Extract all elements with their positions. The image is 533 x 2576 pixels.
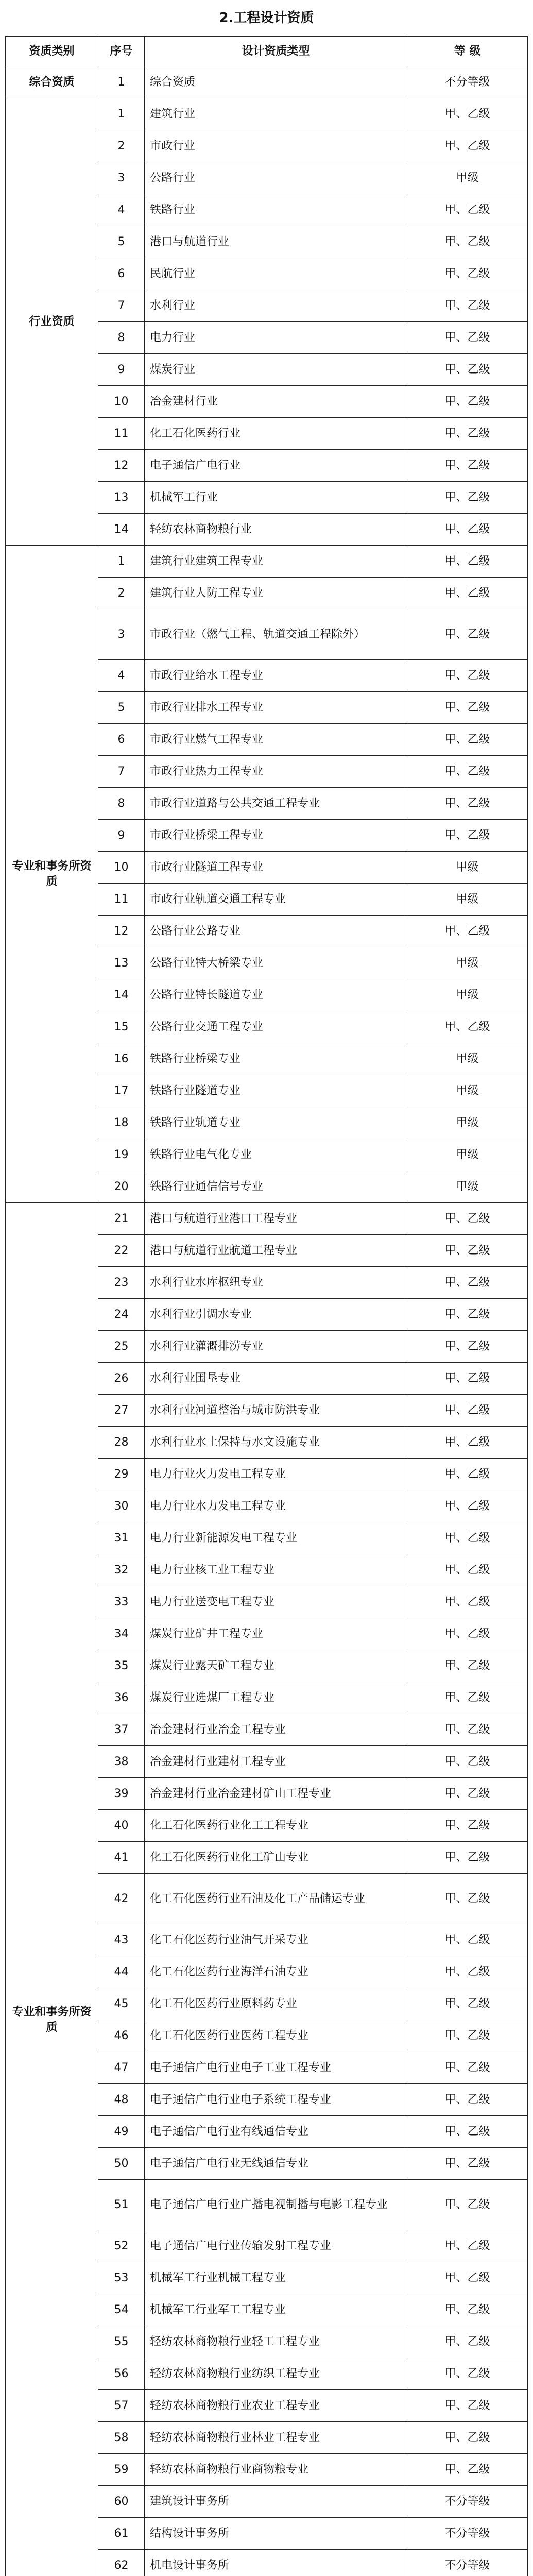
grade-cell: 甲、乙级 (407, 482, 528, 514)
type-cell: 水利行业引调水专业 (145, 1299, 407, 1331)
seq-cell: 43 (98, 1924, 145, 1956)
seq-cell: 31 (98, 1522, 145, 1554)
type-cell: 公路行业公路专业 (145, 916, 407, 947)
seq-cell: 6 (98, 724, 145, 756)
type-cell: 港口与航道行业 (145, 226, 407, 258)
seq-cell: 51 (98, 2180, 145, 2230)
grade-cell: 甲、乙级 (407, 1778, 528, 1810)
seq-cell: 57 (98, 2390, 145, 2422)
type-cell: 轻纺农林商物粮行业农业工程专业 (145, 2390, 407, 2422)
seq-cell: 3 (98, 162, 145, 194)
seq-cell: 4 (98, 660, 145, 692)
type-cell: 铁路行业桥梁专业 (145, 1043, 407, 1075)
header-grade: 等 级 (407, 37, 528, 66)
seq-cell: 10 (98, 386, 145, 418)
type-cell: 铁路行业轨道专业 (145, 1107, 407, 1139)
grade-cell: 甲、乙级 (407, 1714, 528, 1746)
type-cell: 公路行业特长隧道专业 (145, 979, 407, 1011)
grade-cell: 甲、乙级 (407, 514, 528, 546)
grade-cell: 甲、乙级 (407, 2148, 528, 2180)
seq-cell: 49 (98, 2116, 145, 2148)
grade-cell: 甲、乙级 (407, 258, 528, 290)
seq-cell: 2 (98, 578, 145, 609)
grade-cell: 甲、乙级 (407, 1331, 528, 1363)
seq-cell: 59 (98, 2454, 145, 2486)
seq-cell: 46 (98, 2020, 145, 2052)
type-cell: 电力行业新能源发电工程专业 (145, 1522, 407, 1554)
grade-cell: 甲、乙级 (407, 1682, 528, 1714)
header-type: 设计资质类型 (145, 37, 407, 66)
grade-cell: 甲、乙级 (407, 756, 528, 788)
grade-cell: 不分等级 (407, 2550, 528, 2576)
grade-cell: 甲、乙级 (407, 1427, 528, 1459)
type-cell: 电力行业核工业工程专业 (145, 1554, 407, 1586)
seq-cell: 25 (98, 1331, 145, 1363)
seq-cell: 35 (98, 1650, 145, 1682)
grade-cell: 甲、乙级 (407, 2326, 528, 2358)
grade-cell: 甲、乙级 (407, 2180, 528, 2230)
grade-cell: 甲、乙级 (407, 2230, 528, 2262)
grade-cell: 甲、乙级 (407, 1011, 528, 1043)
type-cell: 建筑行业 (145, 98, 407, 130)
grade-cell: 甲、乙级 (407, 1746, 528, 1778)
seq-cell: 24 (98, 1299, 145, 1331)
seq-cell: 6 (98, 258, 145, 290)
table-header-row (6, 37, 528, 66)
grade-cell: 甲、乙级 (407, 1490, 528, 1522)
seq-cell: 20 (98, 1171, 145, 1203)
type-cell: 电子通信广电行业广播电视制播与电影工程专业 (145, 2180, 407, 2230)
type-cell: 化工石化医药行业原料药专业 (145, 1988, 407, 2020)
seq-cell: 4 (98, 194, 145, 226)
grade-cell: 不分等级 (407, 2518, 528, 2550)
grade-cell: 甲级 (407, 1107, 528, 1139)
grade-cell: 甲、乙级 (407, 916, 528, 947)
type-cell: 民航行业 (145, 258, 407, 290)
type-cell: 煤炭行业露天矿工程专业 (145, 1650, 407, 1682)
seq-cell: 53 (98, 2262, 145, 2294)
type-cell: 化工石化医药行业化工矿山专业 (145, 1842, 407, 1874)
category-cell: 专业和事务所资质 (6, 1203, 98, 2576)
type-cell: 公路行业 (145, 162, 407, 194)
seq-cell: 1 (98, 66, 145, 98)
grade-cell: 不分等级 (407, 2486, 528, 2518)
type-cell: 港口与航道行业港口工程专业 (145, 1203, 407, 1235)
seq-cell: 36 (98, 1682, 145, 1714)
type-cell: 电力行业 (145, 322, 407, 354)
seq-cell: 60 (98, 2486, 145, 2518)
type-cell: 市政行业轨道交通工程专业 (145, 884, 407, 916)
seq-cell: 30 (98, 1490, 145, 1522)
type-cell: 化工石化医药行业海洋石油专业 (145, 1956, 407, 1988)
grade-cell: 甲、乙级 (407, 1650, 528, 1682)
grade-cell: 甲、乙级 (407, 194, 528, 226)
grade-cell: 甲、乙级 (407, 1267, 528, 1299)
grade-cell: 甲、乙级 (407, 1299, 528, 1331)
seq-cell: 62 (98, 2550, 145, 2576)
type-cell: 化工石化医药行业医药工程专业 (145, 2020, 407, 2052)
seq-cell: 52 (98, 2230, 145, 2262)
seq-cell: 9 (98, 354, 145, 386)
grade-cell: 甲、乙级 (407, 1874, 528, 1924)
grade-cell: 甲、乙级 (407, 820, 528, 852)
type-cell: 水利行业灌溉排涝专业 (145, 1331, 407, 1363)
seq-cell: 58 (98, 2422, 145, 2454)
seq-cell: 45 (98, 1988, 145, 2020)
grade-cell: 甲、乙级 (407, 290, 528, 322)
seq-cell: 5 (98, 226, 145, 258)
grade-cell: 甲、乙级 (407, 609, 528, 660)
grade-cell: 甲、乙级 (407, 724, 528, 756)
grade-cell: 甲、乙级 (407, 2084, 528, 2116)
grade-cell: 甲、乙级 (407, 1924, 528, 1956)
seq-cell: 29 (98, 1459, 145, 1490)
type-cell: 铁路行业电气化专业 (145, 1139, 407, 1171)
grade-cell: 甲、乙级 (407, 2262, 528, 2294)
seq-cell: 1 (98, 546, 145, 578)
type-cell: 电子通信广电行业 (145, 450, 407, 482)
seq-cell: 32 (98, 1554, 145, 1586)
grade-cell: 甲、乙级 (407, 2116, 528, 2148)
seq-cell: 33 (98, 1586, 145, 1618)
seq-cell: 47 (98, 2052, 145, 2084)
grade-cell: 甲、乙级 (407, 226, 528, 258)
type-cell: 港口与航道行业航道工程专业 (145, 1235, 407, 1267)
seq-cell: 7 (98, 756, 145, 788)
type-cell: 市政行业道路与公共交通工程专业 (145, 788, 407, 820)
type-cell: 轻纺农林商物粮行业林业工程专业 (145, 2422, 407, 2454)
type-cell: 公路行业交通工程专业 (145, 1011, 407, 1043)
grade-cell: 甲、乙级 (407, 692, 528, 724)
grade-cell: 甲、乙级 (407, 546, 528, 578)
header-category: 资质类别 (6, 37, 98, 66)
seq-cell: 5 (98, 692, 145, 724)
table-row (6, 98, 528, 130)
seq-cell: 28 (98, 1427, 145, 1459)
table-row (6, 1203, 528, 1235)
seq-cell: 42 (98, 1874, 145, 1924)
type-cell: 化工石化医药行业石油及化工产品储运专业 (145, 1874, 407, 1924)
seq-cell: 54 (98, 2294, 145, 2326)
grade-cell: 甲、乙级 (407, 1988, 528, 2020)
type-cell: 建筑行业人防工程专业 (145, 578, 407, 609)
grade-cell: 甲、乙级 (407, 2294, 528, 2326)
type-cell: 冶金建材行业冶金工程专业 (145, 1714, 407, 1746)
seq-cell: 61 (98, 2518, 145, 2550)
type-cell: 电子通信广电行业电子系统工程专业 (145, 2084, 407, 2116)
type-cell: 机电设计事务所 (145, 2550, 407, 2576)
type-cell: 市政行业隧道工程专业 (145, 852, 407, 884)
seq-cell: 3 (98, 609, 145, 660)
header-seq: 序号 (98, 37, 145, 66)
seq-cell: 40 (98, 1810, 145, 1842)
grade-cell: 甲、乙级 (407, 2052, 528, 2084)
grade-cell: 甲、乙级 (407, 1363, 528, 1395)
type-cell: 化工石化医药行业 (145, 418, 407, 450)
grade-cell: 甲级 (407, 162, 528, 194)
grade-cell: 甲、乙级 (407, 2358, 528, 2390)
seq-cell: 34 (98, 1618, 145, 1650)
seq-cell: 8 (98, 788, 145, 820)
seq-cell: 13 (98, 947, 145, 979)
grade-cell: 甲、乙级 (407, 1586, 528, 1618)
seq-cell: 37 (98, 1714, 145, 1746)
seq-cell: 7 (98, 290, 145, 322)
grade-cell: 甲、乙级 (407, 450, 528, 482)
category-cell: 综合资质 (6, 66, 98, 98)
type-cell: 水利行业围垦专业 (145, 1363, 407, 1395)
type-cell: 煤炭行业选煤厂工程专业 (145, 1682, 407, 1714)
type-cell: 综合资质 (145, 66, 407, 98)
category-cell: 专业和事务所资质 (6, 546, 98, 1203)
seq-cell: 23 (98, 1267, 145, 1299)
grade-cell: 甲、乙级 (407, 1459, 528, 1490)
grade-cell: 甲、乙级 (407, 1956, 528, 1988)
seq-cell: 2 (98, 130, 145, 162)
seq-cell: 14 (98, 979, 145, 1011)
seq-cell: 16 (98, 1043, 145, 1075)
type-cell: 轻纺农林商物粮行业商物粮专业 (145, 2454, 407, 2486)
category-cell: 行业资质 (6, 98, 98, 546)
type-cell: 水利行业 (145, 290, 407, 322)
type-cell: 市政行业桥梁工程专业 (145, 820, 407, 852)
type-cell: 市政行业 (145, 130, 407, 162)
seq-cell: 48 (98, 2084, 145, 2116)
grade-cell: 甲级 (407, 1171, 528, 1203)
type-cell: 电力行业送变电工程专业 (145, 1586, 407, 1618)
type-cell: 轻纺农林商物粮行业轻工工程专业 (145, 2326, 407, 2358)
seq-cell: 12 (98, 450, 145, 482)
type-cell: 市政行业燃气工程专业 (145, 724, 407, 756)
table-row (6, 66, 528, 98)
grade-cell: 甲、乙级 (407, 2020, 528, 2052)
type-cell: 机械军工行业军工工程专业 (145, 2294, 407, 2326)
seq-cell: 38 (98, 1746, 145, 1778)
type-cell: 机械军工行业机械工程专业 (145, 2262, 407, 2294)
type-cell: 煤炭行业矿井工程专业 (145, 1618, 407, 1650)
grade-cell: 甲、乙级 (407, 322, 528, 354)
grade-cell: 甲、乙级 (407, 1842, 528, 1874)
grade-cell: 甲、乙级 (407, 130, 528, 162)
type-cell: 电子通信广电行业电子工业工程专业 (145, 2052, 407, 2084)
type-cell: 化工石化医药行业油气开采专业 (145, 1924, 407, 1956)
seq-cell: 39 (98, 1778, 145, 1810)
type-cell: 电子通信广电行业传输发射工程专业 (145, 2230, 407, 2262)
seq-cell: 9 (98, 820, 145, 852)
seq-cell: 18 (98, 1107, 145, 1139)
type-cell: 煤炭行业 (145, 354, 407, 386)
grade-cell: 甲、乙级 (407, 1618, 528, 1650)
seq-cell: 19 (98, 1139, 145, 1171)
table-body (6, 66, 528, 2576)
type-cell: 结构设计事务所 (145, 2518, 407, 2550)
type-cell: 电力行业火力发电工程专业 (145, 1459, 407, 1490)
grade-cell: 甲级 (407, 884, 528, 916)
grade-cell: 甲、乙级 (407, 1522, 528, 1554)
grade-cell: 甲、乙级 (407, 1810, 528, 1842)
grade-cell: 甲、乙级 (407, 2390, 528, 2422)
type-cell: 建筑行业建筑工程专业 (145, 546, 407, 578)
type-cell: 冶金建材行业建材工程专业 (145, 1746, 407, 1778)
grade-cell: 甲、乙级 (407, 2454, 528, 2486)
seq-cell: 17 (98, 1075, 145, 1107)
seq-cell: 56 (98, 2358, 145, 2390)
seq-cell: 11 (98, 418, 145, 450)
grade-cell: 甲级 (407, 979, 528, 1011)
seq-cell: 44 (98, 1956, 145, 1988)
type-cell: 电子通信广电行业无线通信专业 (145, 2148, 407, 2180)
seq-cell: 27 (98, 1395, 145, 1427)
seq-cell: 11 (98, 884, 145, 916)
type-cell: 机械军工行业 (145, 482, 407, 514)
type-cell: 市政行业给水工程专业 (145, 660, 407, 692)
type-cell: 铁路行业 (145, 194, 407, 226)
grade-cell: 甲、乙级 (407, 98, 528, 130)
type-cell: 建筑设计事务所 (145, 2486, 407, 2518)
grade-cell: 甲、乙级 (407, 1554, 528, 1586)
seq-cell: 21 (98, 1203, 145, 1235)
grade-cell: 甲级 (407, 1075, 528, 1107)
type-cell: 化工石化医药行业化工工程专业 (145, 1810, 407, 1842)
type-cell: 冶金建材行业冶金建材矿山工程专业 (145, 1778, 407, 1810)
type-cell: 公路行业特大桥梁专业 (145, 947, 407, 979)
grade-cell: 甲、乙级 (407, 788, 528, 820)
grade-cell: 甲级 (407, 1043, 528, 1075)
grade-cell: 甲、乙级 (407, 2422, 528, 2454)
page-title: 2.工程设计资质 (219, 10, 314, 26)
grade-cell: 甲、乙级 (407, 418, 528, 450)
type-cell: 电子通信广电行业有线通信专业 (145, 2116, 407, 2148)
grade-cell: 甲、乙级 (407, 1395, 528, 1427)
type-cell: 电力行业水力发电工程专业 (145, 1490, 407, 1522)
grade-cell: 甲级 (407, 852, 528, 884)
seq-cell: 15 (98, 1011, 145, 1043)
seq-cell: 41 (98, 1842, 145, 1874)
type-cell: 轻纺农林商物粮行业纺织工程专业 (145, 2358, 407, 2390)
grade-cell: 甲、乙级 (407, 1235, 528, 1267)
grade-cell: 不分等级 (407, 66, 528, 98)
type-cell: 市政行业排水工程专业 (145, 692, 407, 724)
type-cell: 市政行业热力工程专业 (145, 756, 407, 788)
seq-cell: 50 (98, 2148, 145, 2180)
type-cell: 冶金建材行业 (145, 386, 407, 418)
type-cell: 水利行业水库枢纽专业 (145, 1267, 407, 1299)
table-row (6, 546, 528, 578)
type-cell: 轻纺农林商物粮行业 (145, 514, 407, 546)
grade-cell: 甲、乙级 (407, 660, 528, 692)
grade-cell: 甲级 (407, 1139, 528, 1171)
type-cell: 铁路行业通信信号专业 (145, 1171, 407, 1203)
type-cell: 水利行业河道整治与城市防洪专业 (145, 1395, 407, 1427)
seq-cell: 26 (98, 1363, 145, 1395)
seq-cell: 13 (98, 482, 145, 514)
seq-cell: 8 (98, 322, 145, 354)
type-cell: 铁路行业隧道专业 (145, 1075, 407, 1107)
seq-cell: 22 (98, 1235, 145, 1267)
seq-cell: 10 (98, 852, 145, 884)
grade-cell: 甲、乙级 (407, 386, 528, 418)
qualification-table (5, 36, 528, 2576)
grade-cell: 甲、乙级 (407, 354, 528, 386)
grade-cell: 甲、乙级 (407, 578, 528, 609)
seq-cell: 1 (98, 98, 145, 130)
seq-cell: 12 (98, 916, 145, 947)
seq-cell: 14 (98, 514, 145, 546)
seq-cell: 55 (98, 2326, 145, 2358)
grade-cell: 甲、乙级 (407, 1203, 528, 1235)
type-cell: 水利行业水土保持与水文设施专业 (145, 1427, 407, 1459)
type-cell: 市政行业（燃气工程、轨道交通工程除外） (145, 609, 407, 660)
grade-cell: 甲级 (407, 947, 528, 979)
